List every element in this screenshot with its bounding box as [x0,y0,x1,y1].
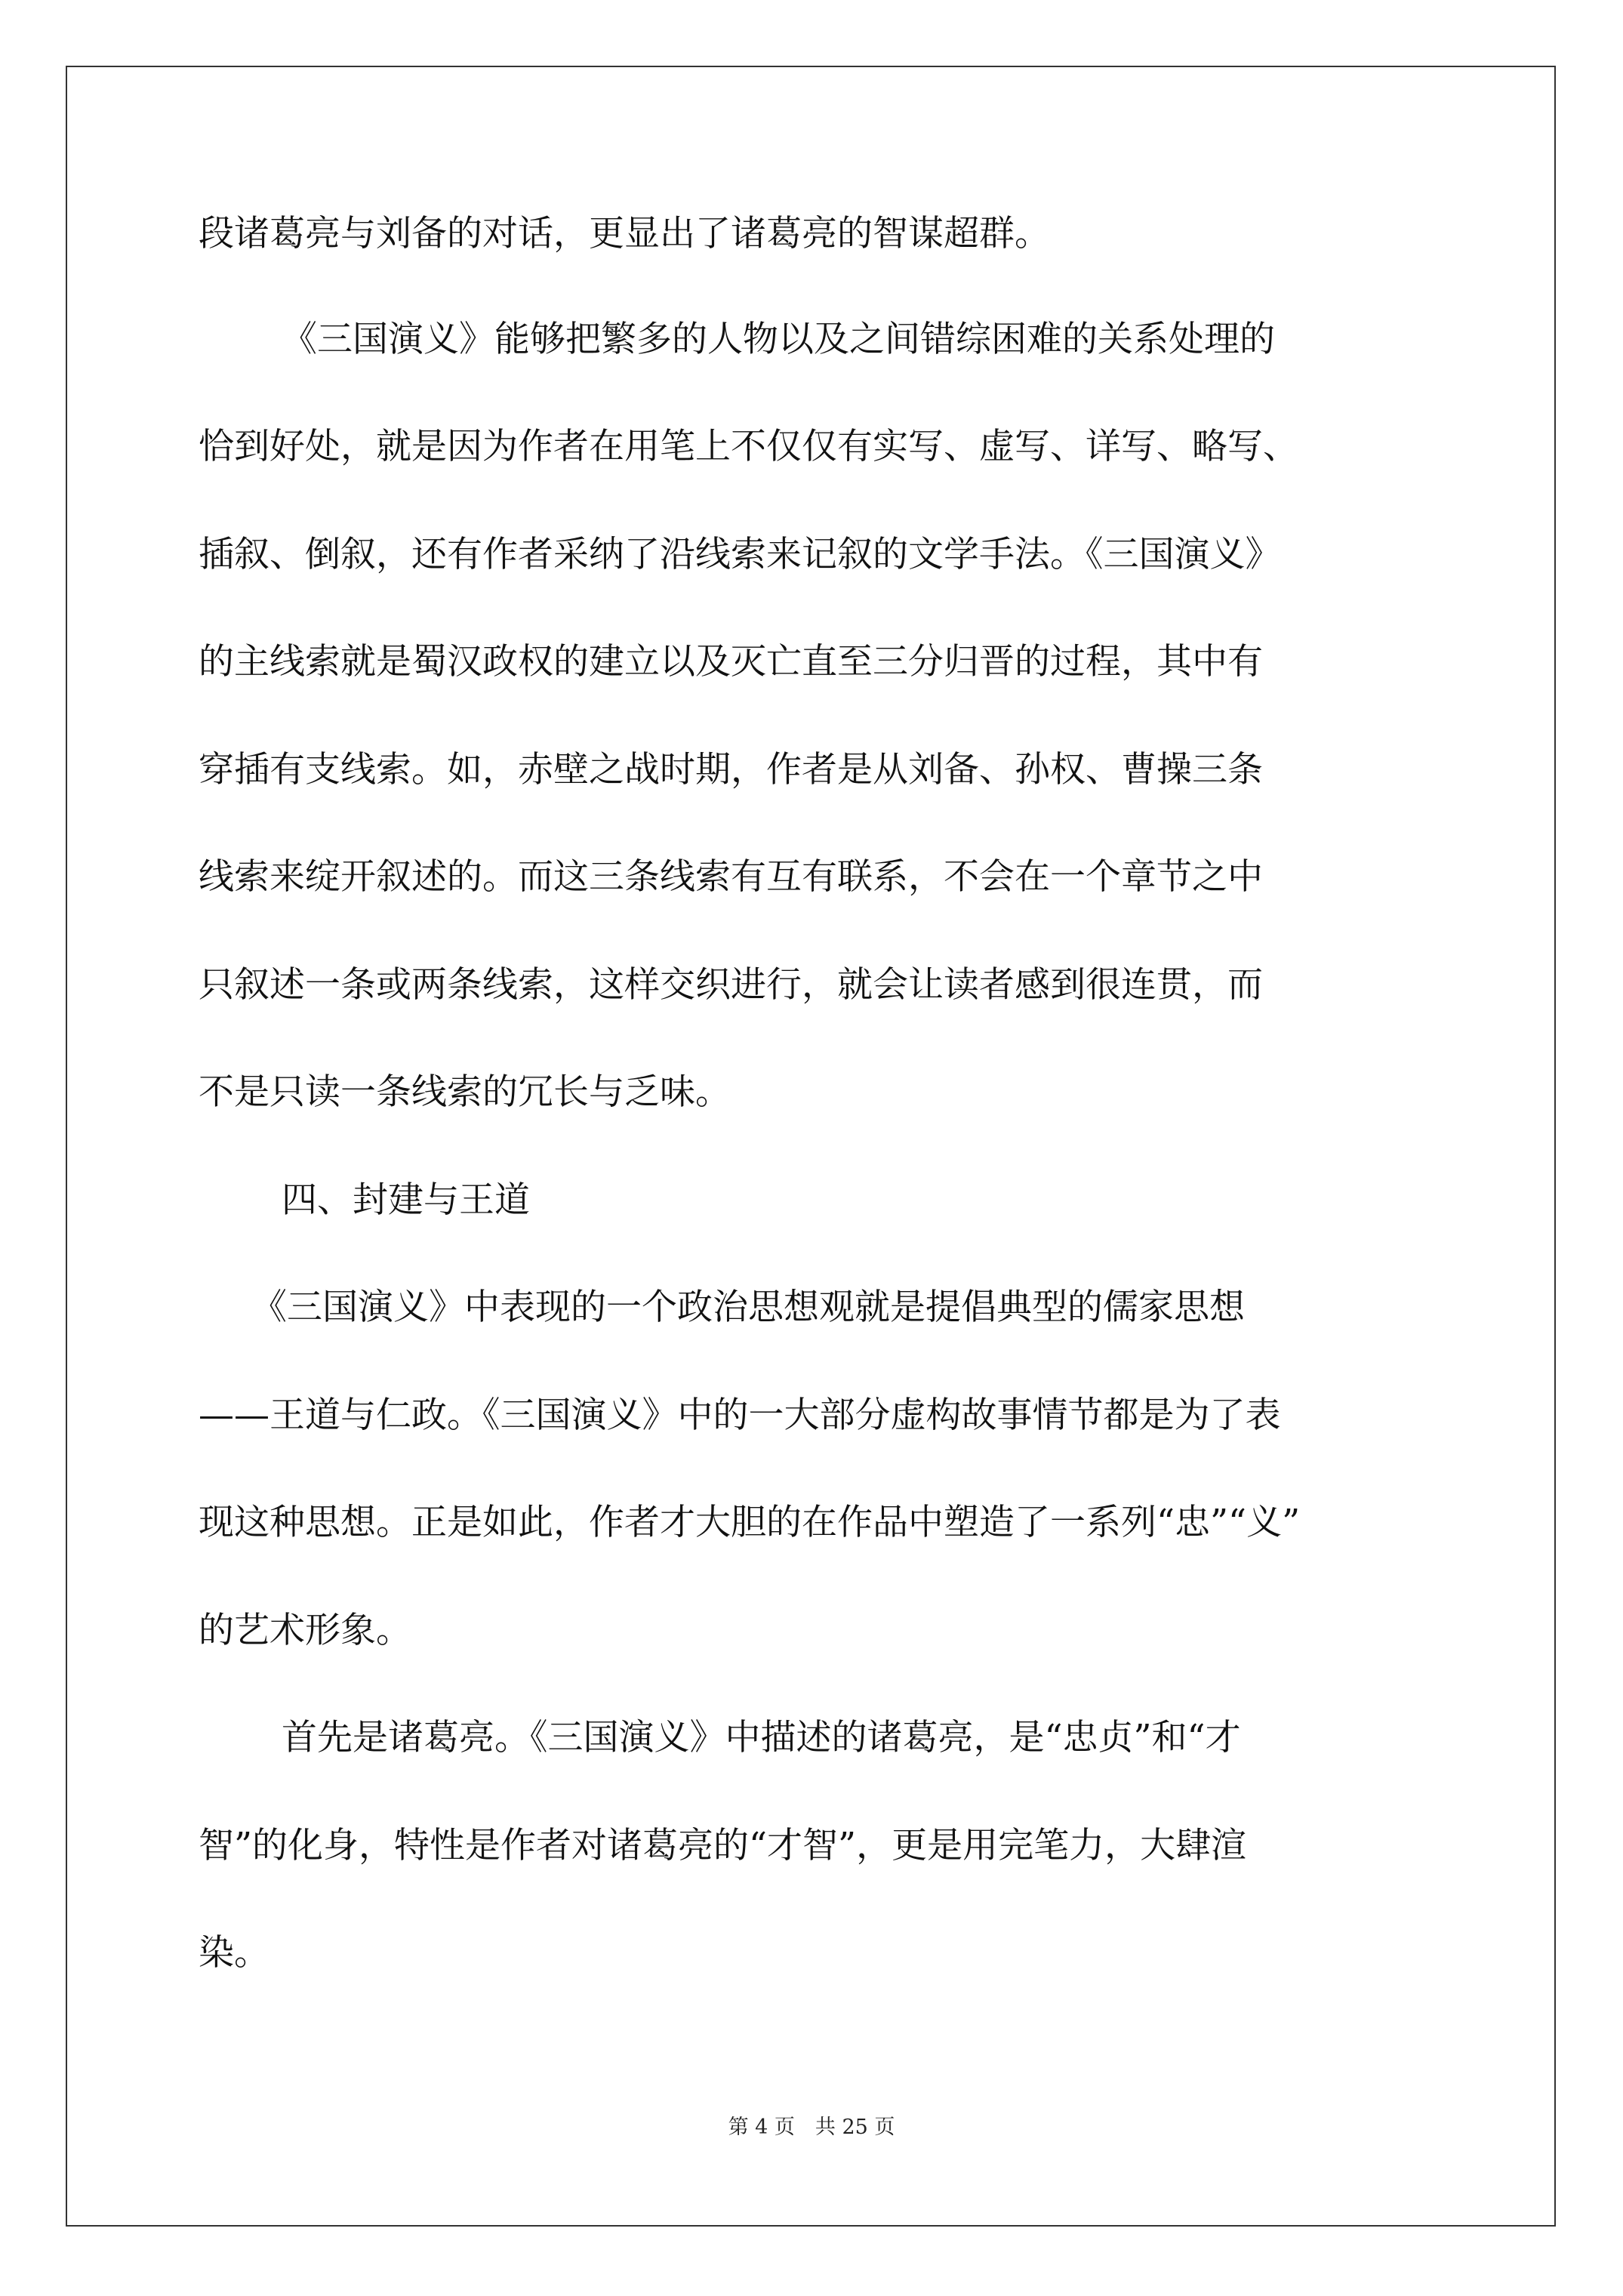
text-line: 《三国演义》能够把繁多的人物以及之间错综困难的关系处理的 [282,319,1275,360]
text-line: 《三国演义》中表现的一个政治思想观就是提倡典型的儒家思想 [251,1287,1245,1328]
text-line: 线索来绽开叙述的。而这三条线索有互有联系，不会在一个章节之中 [199,856,1263,898]
text-line: 的艺术形象。 [199,1610,411,1651]
text-line: 穿插有支线索。如，赤壁之战时期，作者是从刘备、孙权、曹操三条 [199,749,1263,791]
text-line: 智”的化身，特性是作者对诸葛亮的“才智”，更是用完笔力，大肆渲 [199,1825,1247,1866]
text-line: 不是只读一条线索的冗长与乏味。 [199,1071,731,1113]
text-line: ——王道与仁政。《三国演义》中的一大部分虚构故事情节都是为了表 [199,1395,1281,1436]
text-line: 插叙、倒叙，还有作者采纳了沿线索来记叙的文学手法。《三国演义》 [199,534,1281,575]
text-line: 只叙述一条或两条线索，这样交织进行，就会让读者感到很连贯，而 [199,964,1263,1006]
text-line: 染。 [199,1932,269,1974]
text-line: 的主线索就是蜀汉政权的建立以及灭亡直至三分归晋的过程，其中有 [199,641,1263,683]
text-line: 恰到好处，就是因为作者在用笔上不仅仅有实写、虚写、详写、略写、 [199,426,1298,467]
section-heading: 四、封建与王道 [282,1179,530,1221]
text-line: 现这种思想。正是如此，作者才大胆的在作品中塑造了一系列“忠”“义” [199,1502,1301,1543]
text-line: 首先是诸葛亮。《三国演义》中描述的诸葛亮，是“忠贞”和“才 [282,1717,1241,1758]
page-number: 第 4 页 共 25 页 [728,2116,895,2139]
text-line: 段诸葛亮与刘备的对话，更显出了诸葛亮的智谋超群。 [199,213,1050,254]
page-border [66,66,1556,2227]
